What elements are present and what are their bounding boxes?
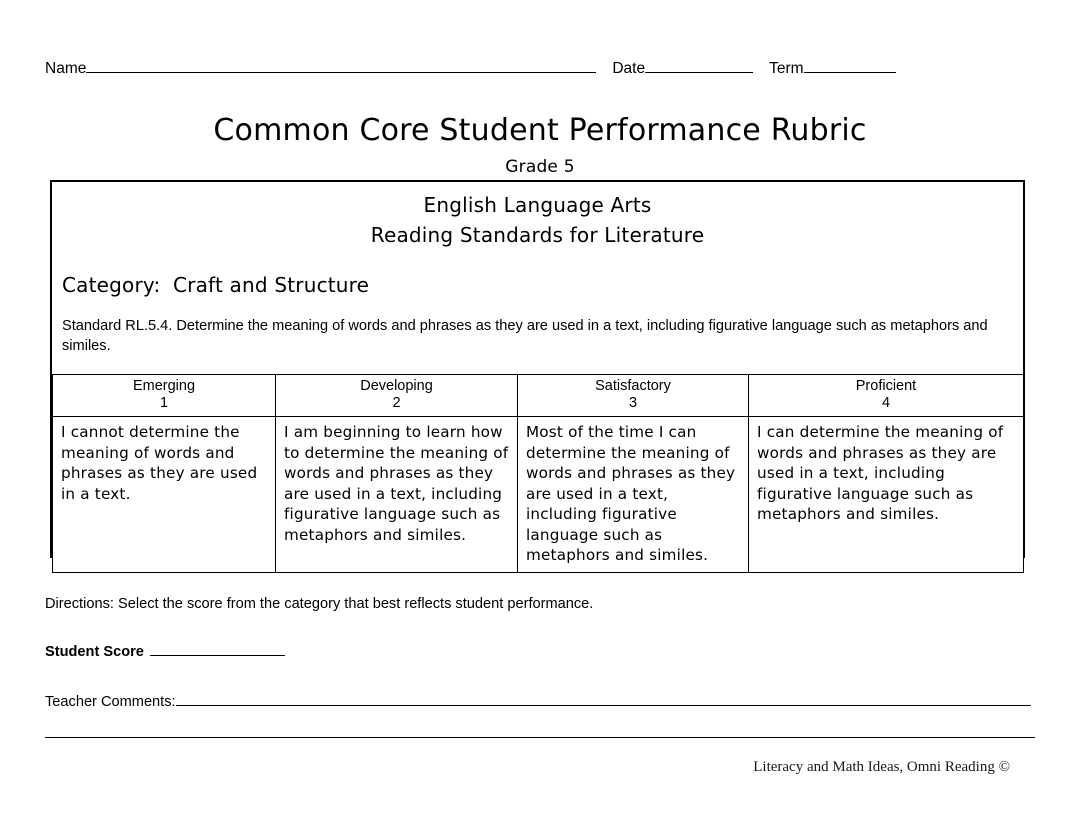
column-header-label: Proficient	[855, 378, 917, 394]
column-level-number: 2	[392, 395, 401, 411]
subject-line-1: English Language Arts	[423, 193, 652, 217]
column-header-proficient	[749, 375, 1024, 417]
student-score-row	[45, 641, 285, 663]
teacher-comments-row	[45, 692, 1035, 712]
category-label: Category:	[62, 273, 161, 297]
rubric-cell-developing[interactable]: I am beginning to learn how to determine the meaning of words and phrases as they are used in a text, including figurative language such as metaphors and similes.	[276, 417, 518, 573]
subject-heading	[52, 190, 1023, 250]
rubric-cell-emerging[interactable]: I cannot determine the meaning of words and phrases as they are used in a text.	[53, 417, 276, 573]
column-header-emerging	[53, 375, 276, 417]
copyright-credit: Literacy and Math Ideas, Omni Reading ©	[753, 759, 1010, 775]
table-row	[53, 417, 1024, 573]
student-info-row	[45, 57, 1035, 81]
date-label: Date	[612, 60, 646, 77]
date-input-line[interactable]	[645, 59, 753, 73]
term-input-line[interactable]	[804, 59, 896, 73]
column-header-label: Emerging	[132, 378, 196, 394]
rubric-scale-table	[52, 374, 1024, 573]
teacher-comments-input-line-2[interactable]	[45, 723, 1035, 738]
rubric-box	[50, 180, 1025, 564]
term-label: Term	[769, 60, 804, 77]
name-input-line[interactable]	[86, 59, 596, 73]
standard-description: Standard RL.5.4. Determine the meaning of words and phrases as they are used in a text, including figurative language such as metaphors and similes.	[62, 318, 988, 354]
grade-subtitle: Grade 5	[505, 157, 575, 177]
teacher-comments-input-line-1[interactable]	[176, 692, 1031, 706]
page-title: Common Core Student Performance Rubric	[213, 113, 867, 148]
rubric-cell-satisfactory[interactable]: Most of the time I can determine the meaning of words and phrases as they are used in a text, including figurative language such as metaphors and similes.	[518, 417, 749, 573]
column-header-label: Satisfactory	[595, 378, 671, 394]
subject-line-2: Reading Standards for Literature	[370, 223, 705, 247]
directions-text: Directions: Select the score from the category that best reflects student performance.	[45, 596, 594, 612]
column-header-satisfactory	[518, 375, 749, 417]
name-label: Name	[45, 60, 87, 77]
student-score-label: Student Score	[45, 644, 144, 660]
column-header-label: Developing	[360, 378, 433, 394]
student-score-input-line[interactable]	[150, 641, 285, 656]
teacher-comments-label: Teacher Comments:	[45, 694, 176, 710]
column-level-number: 4	[881, 395, 891, 411]
column-header-developing	[276, 375, 518, 417]
category-value: Craft and Structure	[173, 273, 370, 297]
rubric-cell-proficient[interactable]: I can determine the meaning of words and phrases as they are used in a text, including figurative language such as metaphors and similes.	[749, 417, 1024, 573]
column-level-number: 3	[628, 395, 638, 411]
category-row	[62, 272, 1023, 298]
column-level-number: 1	[159, 395, 169, 411]
table-header-row	[53, 375, 1024, 417]
